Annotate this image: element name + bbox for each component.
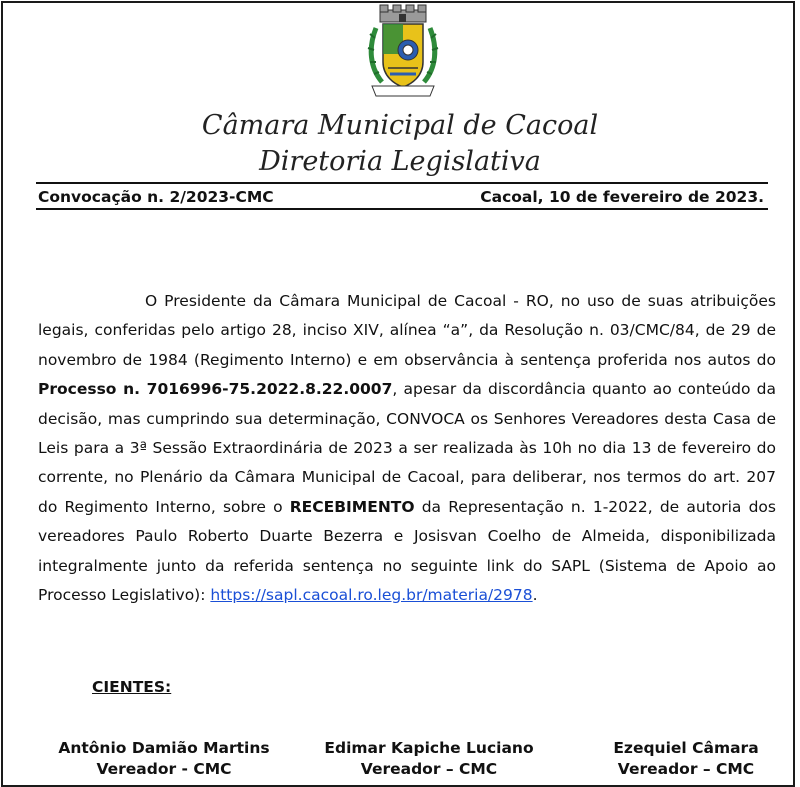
process-number: Processo n. 7016996-75.2022.8.22.0007 <box>38 380 393 399</box>
recebimento-keyword: RECEBIMENTO <box>289 497 415 516</box>
cientes-label: CIENTES: <box>92 678 172 696</box>
header-divider-bottom <box>36 208 768 210</box>
signatory-role: Vereador - CMC <box>96 760 232 778</box>
body-part-4: . <box>532 586 538 605</box>
sapl-link[interactable]: https://sapl.cacoal.ro.leg.br/materia/2978 <box>210 586 533 605</box>
department-title: Diretoria Legislativa <box>259 146 541 177</box>
institution-title: Câmara Municipal de Cacoal <box>201 110 599 141</box>
header-divider-top <box>36 182 768 184</box>
signatory-name: Edimar Kapiche Luciano <box>324 739 534 757</box>
signatory-role: Vereador – CMC <box>617 760 755 778</box>
signatory-3 <box>600 738 772 780</box>
convocation-body <box>38 287 776 610</box>
document-reference: Convocação n. 2/2023-CMC <box>38 188 274 206</box>
body-part-1: O Presidente da Câmara Municipal de Cacoal - RO, no uso de suas atribuições legais, conferidas pelo artigo 28, inciso XIV, alínea “a”, da Resolução n. 03/CMC/84, de 29 de novembro de 1984 (Regimento Interno) e em observância à sentença proferida nos autos do <box>38 292 776 369</box>
body-part-2: , apesar da discordância quanto ao conteúdo da decisão, mas cumprindo sua determinação, CONVOCA os Senhores Vereadores desta Casa de Leis para a 3ª Sessão Extraordinária de 2023 a ser realizada às 10h no dia 13 de fevereiro do corrente, no Plenário da Câmara Municipal de Cacoal, para deliberar, nos termos do art. 207 do Regimento Interno, sobre o <box>38 380 776 516</box>
coat-of-arms-icon <box>366 4 440 100</box>
place-and-date: Cacoal, 10 de fevereiro de 2023. <box>480 188 764 206</box>
signatory-name: Ezequiel Câmara <box>613 739 759 757</box>
signatory-name: Antônio Damião Martins <box>58 739 270 757</box>
body-part-3: da Representação n. 1-2022, de autoria dos vereadores Paulo Roberto Duarte Bezerra e Josisvan Coelho de Almeida, disponibilizada integralmente junto da referida sentença no seguinte link do SAPL (Sistema de Apoio ao Processo Legislativo): <box>38 497 776 605</box>
signatory-1 <box>58 738 270 780</box>
signatory-2 <box>322 738 536 780</box>
signatory-role: Vereador – CMC <box>360 760 498 778</box>
